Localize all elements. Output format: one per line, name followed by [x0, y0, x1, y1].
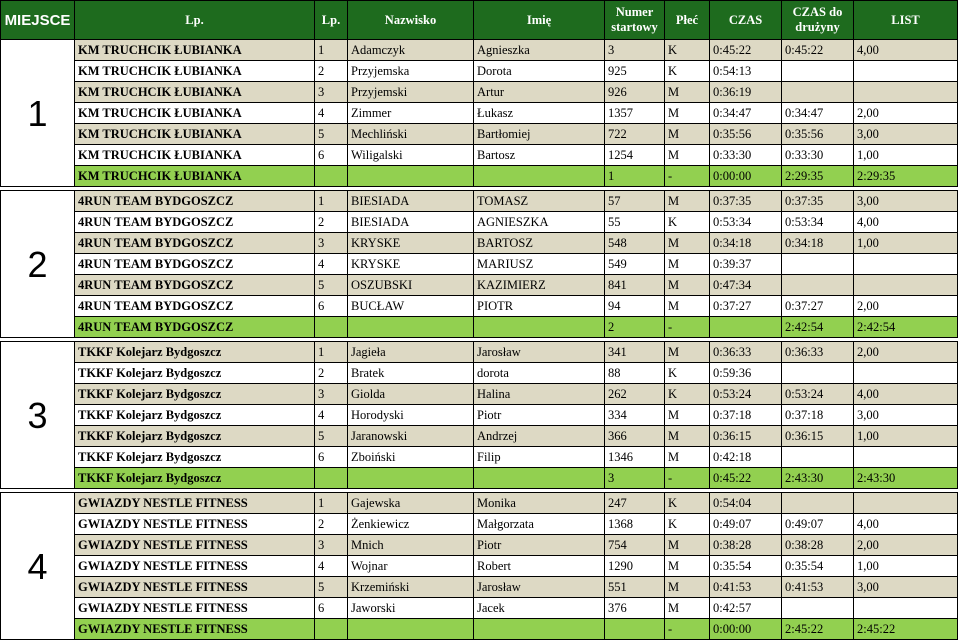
plec-cell: M	[665, 296, 710, 317]
club-cell: GWIAZDY NESTLE FITNESS	[75, 577, 315, 598]
czas-cell: 0:36:19	[710, 82, 782, 103]
club-cell: 4RUN TEAM BYDGOSZCZ	[75, 212, 315, 233]
list-cell: 2,00	[854, 342, 958, 363]
list-cell: 1,00	[854, 145, 958, 166]
summary-empty-cell	[348, 619, 474, 640]
table-row	[1, 254, 958, 275]
club-cell: GWIAZDY NESTLE FITNESS	[75, 535, 315, 556]
summary-empty-cell	[348, 468, 474, 489]
list-cell	[854, 275, 958, 296]
summary-czas-druzyny-cell: 2:43:30	[782, 468, 854, 489]
plec-cell: M	[665, 447, 710, 468]
club-cell: TKKF Kolejarz Bydgoszcz	[75, 426, 315, 447]
club-cell: KM TRUCHCIK ŁUBIANKA	[75, 124, 315, 145]
imie-cell: Robert	[474, 556, 605, 577]
table-row	[1, 145, 958, 166]
header-row	[1, 1, 958, 40]
place-cell: 2	[1, 191, 75, 338]
czas-cell: 0:36:33	[710, 342, 782, 363]
imie-cell: KAZIMIERZ	[474, 275, 605, 296]
nazwisko-cell: BIESIADA	[348, 191, 474, 212]
lp-cell: 5	[315, 577, 348, 598]
summary-czas-druzyny-cell: 2:29:35	[782, 166, 854, 187]
lp-cell: 5	[315, 124, 348, 145]
plec-cell: M	[665, 82, 710, 103]
czas-cell: 0:47:34	[710, 275, 782, 296]
numer-cell: 3	[605, 40, 665, 61]
club-cell: GWIAZDY NESTLE FITNESS	[75, 493, 315, 514]
imie-cell: Halina	[474, 384, 605, 405]
nazwisko-cell: BUCŁAW	[348, 296, 474, 317]
czas-cell: 0:49:07	[710, 514, 782, 535]
plec-cell: K	[665, 40, 710, 61]
plec-cell: M	[665, 405, 710, 426]
plec-cell: K	[665, 514, 710, 535]
table-row	[1, 61, 958, 82]
nazwisko-cell: OSZUBSKI	[348, 275, 474, 296]
club-cell: 4RUN TEAM BYDGOSZCZ	[75, 191, 315, 212]
czas-druzyny-cell	[782, 493, 854, 514]
czas-druzyny-cell: 0:33:30	[782, 145, 854, 166]
summary-list-cell: 2:42:54	[854, 317, 958, 338]
table-row	[1, 40, 958, 61]
imie-cell: Bartosz	[474, 145, 605, 166]
czas-cell: 0:36:15	[710, 426, 782, 447]
lp-cell: 1	[315, 493, 348, 514]
nazwisko-cell: KRYSKE	[348, 233, 474, 254]
nazwisko-cell: Gajewska	[348, 493, 474, 514]
lp-cell: 2	[315, 212, 348, 233]
nazwisko-cell: Giolda	[348, 384, 474, 405]
lp-cell: 2	[315, 363, 348, 384]
czas-cell: 0:39:37	[710, 254, 782, 275]
table-row	[1, 342, 958, 363]
czas-cell: 0:35:54	[710, 556, 782, 577]
nazwisko-cell: Horodyski	[348, 405, 474, 426]
lp-cell: 6	[315, 296, 348, 317]
table-row	[1, 275, 958, 296]
nazwisko-cell: Wojnar	[348, 556, 474, 577]
list-cell: 2,00	[854, 296, 958, 317]
czas-cell: 0:42:18	[710, 447, 782, 468]
czas-druzyny-cell	[782, 598, 854, 619]
czas-cell: 0:41:53	[710, 577, 782, 598]
table-row	[1, 598, 958, 619]
table-row	[1, 426, 958, 447]
club-cell: 4RUN TEAM BYDGOSZCZ	[75, 233, 315, 254]
list-cell: 3,00	[854, 577, 958, 598]
numer-cell: 55	[605, 212, 665, 233]
numer-cell: 754	[605, 535, 665, 556]
summary-club-cell: GWIAZDY NESTLE FITNESS	[75, 619, 315, 640]
club-cell: 4RUN TEAM BYDGOSZCZ	[75, 296, 315, 317]
table-row	[1, 103, 958, 124]
header-czas-druzyny: CZAS do drużyny	[782, 1, 854, 40]
numer-cell: 57	[605, 191, 665, 212]
table-row	[1, 556, 958, 577]
lp-cell: 6	[315, 447, 348, 468]
numer-cell: 366	[605, 426, 665, 447]
list-cell: 4,00	[854, 40, 958, 61]
table-row	[1, 577, 958, 598]
numer-cell: 1357	[605, 103, 665, 124]
plec-cell: M	[665, 275, 710, 296]
header-lp-2: Lp.	[315, 1, 348, 40]
czas-cell: 0:45:22	[710, 40, 782, 61]
table-row	[1, 535, 958, 556]
plec-cell: M	[665, 254, 710, 275]
czas-druzyny-cell: 0:35:54	[782, 556, 854, 577]
czas-cell: 0:42:57	[710, 598, 782, 619]
czas-druzyny-cell: 0:37:35	[782, 191, 854, 212]
table-row	[1, 212, 958, 233]
list-cell: 1,00	[854, 556, 958, 577]
plec-cell: M	[665, 233, 710, 254]
plec-cell: M	[665, 103, 710, 124]
numer-cell: 925	[605, 61, 665, 82]
czas-druzyny-cell: 0:38:28	[782, 535, 854, 556]
team-summary-row	[1, 619, 958, 640]
list-cell	[854, 598, 958, 619]
plec-cell: M	[665, 145, 710, 166]
club-cell: KM TRUCHCIK ŁUBIANKA	[75, 61, 315, 82]
club-cell: TKKF Kolejarz Bydgoszcz	[75, 405, 315, 426]
header-plec: Płeć	[665, 1, 710, 40]
imie-cell: Łukasz	[474, 103, 605, 124]
lp-cell: 1	[315, 191, 348, 212]
place-cell: 1	[1, 40, 75, 187]
list-cell	[854, 254, 958, 275]
nazwisko-cell: Żenkiewicz	[348, 514, 474, 535]
summary-list-cell: 2:29:35	[854, 166, 958, 187]
summary-plec-cell: -	[665, 468, 710, 489]
club-cell: KM TRUCHCIK ŁUBIANKA	[75, 40, 315, 61]
nazwisko-cell: Jaranowski	[348, 426, 474, 447]
team-summary-row	[1, 166, 958, 187]
table-row	[1, 191, 958, 212]
plec-cell: K	[665, 384, 710, 405]
header-miejsce: MIEJSCE	[1, 1, 75, 40]
numer-cell: 926	[605, 82, 665, 103]
header-nazwisko: Nazwisko	[348, 1, 474, 40]
lp-cell: 5	[315, 275, 348, 296]
czas-druzyny-cell: 0:34:18	[782, 233, 854, 254]
nazwisko-cell: Przyjemski	[348, 82, 474, 103]
list-cell: 3,00	[854, 191, 958, 212]
lp-cell: 6	[315, 598, 348, 619]
numer-cell: 1254	[605, 145, 665, 166]
czas-cell: 0:37:27	[710, 296, 782, 317]
header-list: LIST	[854, 1, 958, 40]
numer-cell: 334	[605, 405, 665, 426]
numer-cell: 722	[605, 124, 665, 145]
summary-plec-cell: -	[665, 317, 710, 338]
czas-druzyny-cell: 0:37:18	[782, 405, 854, 426]
lp-cell: 1	[315, 342, 348, 363]
summary-plec-cell: -	[665, 619, 710, 640]
imie-cell: Artur	[474, 82, 605, 103]
plec-cell: K	[665, 493, 710, 514]
numer-cell: 1346	[605, 447, 665, 468]
nazwisko-cell: Jaworski	[348, 598, 474, 619]
summary-numer-cell: 2	[605, 317, 665, 338]
list-cell	[854, 363, 958, 384]
nazwisko-cell: BIESIADA	[348, 212, 474, 233]
imie-cell: Bartłomiej	[474, 124, 605, 145]
czas-druzyny-cell: 0:36:33	[782, 342, 854, 363]
lp-cell: 5	[315, 426, 348, 447]
imie-cell: BARTOSZ	[474, 233, 605, 254]
imie-cell: TOMASZ	[474, 191, 605, 212]
list-cell: 3,00	[854, 405, 958, 426]
table-row	[1, 82, 958, 103]
lp-cell: 3	[315, 384, 348, 405]
summary-club-cell: TKKF Kolejarz Bydgoszcz	[75, 468, 315, 489]
czas-druzyny-cell: 0:45:22	[782, 40, 854, 61]
list-cell	[854, 61, 958, 82]
czas-druzyny-cell	[782, 275, 854, 296]
summary-empty-cell	[315, 619, 348, 640]
summary-club-cell: 4RUN TEAM BYDGOSZCZ	[75, 317, 315, 338]
imie-cell: Jarosław	[474, 577, 605, 598]
plec-cell: M	[665, 191, 710, 212]
czas-cell: 0:35:56	[710, 124, 782, 145]
summary-numer-cell	[605, 619, 665, 640]
list-cell: 2,00	[854, 103, 958, 124]
table-row	[1, 363, 958, 384]
lp-cell: 3	[315, 82, 348, 103]
czas-cell: 0:59:36	[710, 363, 782, 384]
czas-cell: 0:34:18	[710, 233, 782, 254]
summary-czas-cell: 0:00:00	[710, 619, 782, 640]
lp-cell: 1	[315, 40, 348, 61]
imie-cell: MARIUSZ	[474, 254, 605, 275]
summary-plec-cell: -	[665, 166, 710, 187]
imie-cell: Jarosław	[474, 342, 605, 363]
summary-empty-cell	[315, 166, 348, 187]
czas-druzyny-cell	[782, 447, 854, 468]
lp-cell: 4	[315, 405, 348, 426]
header-numer: Numer startowy	[605, 1, 665, 40]
numer-cell: 1290	[605, 556, 665, 577]
plec-cell: M	[665, 577, 710, 598]
czas-druzyny-cell	[782, 61, 854, 82]
place-cell: 3	[1, 342, 75, 489]
lp-cell: 2	[315, 61, 348, 82]
czas-cell: 0:38:28	[710, 535, 782, 556]
table-row	[1, 405, 958, 426]
table-row	[1, 514, 958, 535]
lp-cell: 2	[315, 514, 348, 535]
imie-cell: Monika	[474, 493, 605, 514]
czas-druzyny-cell: 0:36:15	[782, 426, 854, 447]
czas-cell: 0:53:24	[710, 384, 782, 405]
numer-cell: 551	[605, 577, 665, 598]
club-cell: GWIAZDY NESTLE FITNESS	[75, 598, 315, 619]
czas-druzyny-cell: 0:37:27	[782, 296, 854, 317]
czas-druzyny-cell	[782, 82, 854, 103]
list-cell: 4,00	[854, 212, 958, 233]
nazwisko-cell: Wiligalski	[348, 145, 474, 166]
imie-cell: Filip	[474, 447, 605, 468]
lp-cell: 6	[315, 145, 348, 166]
summary-czas-cell: 0:00:00	[710, 166, 782, 187]
nazwisko-cell: Adamczyk	[348, 40, 474, 61]
club-cell: TKKF Kolejarz Bydgoszcz	[75, 342, 315, 363]
nazwisko-cell: Bratek	[348, 363, 474, 384]
nazwisko-cell: Zimmer	[348, 103, 474, 124]
imie-cell: Piotr	[474, 405, 605, 426]
numer-cell: 841	[605, 275, 665, 296]
numer-cell: 549	[605, 254, 665, 275]
numer-cell: 1368	[605, 514, 665, 535]
nazwisko-cell: Zboiński	[348, 447, 474, 468]
list-cell: 1,00	[854, 426, 958, 447]
czas-cell: 0:54:13	[710, 61, 782, 82]
czas-druzyny-cell: 0:53:34	[782, 212, 854, 233]
lp-cell: 3	[315, 535, 348, 556]
summary-empty-cell	[315, 317, 348, 338]
nazwisko-cell: Krzemiński	[348, 577, 474, 598]
imie-cell: Piotr	[474, 535, 605, 556]
summary-empty-cell	[348, 166, 474, 187]
club-cell: 4RUN TEAM BYDGOSZCZ	[75, 275, 315, 296]
plec-cell: K	[665, 212, 710, 233]
list-cell: 1,00	[854, 233, 958, 254]
czas-druzyny-cell: 0:35:56	[782, 124, 854, 145]
club-cell: GWIAZDY NESTLE FITNESS	[75, 514, 315, 535]
imie-cell: dorota	[474, 363, 605, 384]
numer-cell: 341	[605, 342, 665, 363]
summary-list-cell: 2:45:22	[854, 619, 958, 640]
lp-cell: 4	[315, 254, 348, 275]
summary-list-cell: 2:43:30	[854, 468, 958, 489]
imie-cell: PIOTR	[474, 296, 605, 317]
team-summary-row	[1, 317, 958, 338]
imie-cell: AGNIESZKA	[474, 212, 605, 233]
numer-cell: 262	[605, 384, 665, 405]
numer-cell: 548	[605, 233, 665, 254]
plec-cell: M	[665, 535, 710, 556]
table-row	[1, 384, 958, 405]
summary-club-cell: KM TRUCHCIK ŁUBIANKA	[75, 166, 315, 187]
header-imie: Imię	[474, 1, 605, 40]
numer-cell: 376	[605, 598, 665, 619]
list-cell	[854, 493, 958, 514]
czas-druzyny-cell	[782, 363, 854, 384]
nazwisko-cell: Mnich	[348, 535, 474, 556]
club-cell: 4RUN TEAM BYDGOSZCZ	[75, 254, 315, 275]
club-cell: KM TRUCHCIK ŁUBIANKA	[75, 103, 315, 124]
imie-cell: Małgorzata	[474, 514, 605, 535]
club-cell: TKKF Kolejarz Bydgoszcz	[75, 384, 315, 405]
plec-cell: M	[665, 556, 710, 577]
czas-druzyny-cell	[782, 254, 854, 275]
table-row	[1, 493, 958, 514]
list-cell	[854, 447, 958, 468]
results-body	[1, 40, 958, 640]
czas-druzyny-cell: 0:41:53	[782, 577, 854, 598]
table-row	[1, 233, 958, 254]
club-cell: TKKF Kolejarz Bydgoszcz	[75, 447, 315, 468]
summary-numer-cell: 1	[605, 166, 665, 187]
lp-cell: 4	[315, 556, 348, 577]
imie-cell: Andrzej	[474, 426, 605, 447]
summary-czas-druzyny-cell: 2:45:22	[782, 619, 854, 640]
list-cell: 3,00	[854, 124, 958, 145]
plec-cell: M	[665, 598, 710, 619]
summary-czas-cell: 0:45:22	[710, 468, 782, 489]
plec-cell: K	[665, 363, 710, 384]
header-czas: CZAS	[710, 1, 782, 40]
list-cell: 2,00	[854, 535, 958, 556]
czas-cell: 0:37:18	[710, 405, 782, 426]
summary-czas-druzyny-cell: 2:42:54	[782, 317, 854, 338]
imie-cell: Agnieszka	[474, 40, 605, 61]
list-cell: 4,00	[854, 514, 958, 535]
czas-druzyny-cell: 0:53:24	[782, 384, 854, 405]
plec-cell: K	[665, 61, 710, 82]
numer-cell: 94	[605, 296, 665, 317]
nazwisko-cell: Mechliński	[348, 124, 474, 145]
czas-druzyny-cell: 0:34:47	[782, 103, 854, 124]
club-cell: GWIAZDY NESTLE FITNESS	[75, 556, 315, 577]
club-cell: KM TRUCHCIK ŁUBIANKA	[75, 145, 315, 166]
summary-numer-cell: 3	[605, 468, 665, 489]
lp-cell: 3	[315, 233, 348, 254]
header-lp: Lp.	[75, 1, 315, 40]
list-cell	[854, 82, 958, 103]
place-cell: 4	[1, 493, 75, 640]
plec-cell: M	[665, 342, 710, 363]
team-summary-row	[1, 468, 958, 489]
table-row	[1, 447, 958, 468]
imie-cell: Jacek	[474, 598, 605, 619]
summary-czas-cell	[710, 317, 782, 338]
table-row	[1, 296, 958, 317]
summary-empty-cell	[315, 468, 348, 489]
nazwisko-cell: Przyjemska	[348, 61, 474, 82]
summary-empty-cell	[348, 317, 474, 338]
numer-cell: 88	[605, 363, 665, 384]
table-row	[1, 124, 958, 145]
summary-empty-cell	[474, 166, 605, 187]
nazwisko-cell: Jagieła	[348, 342, 474, 363]
lp-cell: 4	[315, 103, 348, 124]
czas-cell: 0:34:47	[710, 103, 782, 124]
summary-empty-cell	[474, 317, 605, 338]
czas-cell: 0:53:34	[710, 212, 782, 233]
czas-cell: 0:37:35	[710, 191, 782, 212]
club-cell: KM TRUCHCIK ŁUBIANKA	[75, 82, 315, 103]
czas-cell: 0:54:04	[710, 493, 782, 514]
summary-empty-cell	[474, 468, 605, 489]
list-cell: 4,00	[854, 384, 958, 405]
summary-empty-cell	[474, 619, 605, 640]
club-cell: TKKF Kolejarz Bydgoszcz	[75, 363, 315, 384]
czas-cell: 0:33:30	[710, 145, 782, 166]
plec-cell: M	[665, 426, 710, 447]
imie-cell: Dorota	[474, 61, 605, 82]
nazwisko-cell: KRYSKE	[348, 254, 474, 275]
plec-cell: M	[665, 124, 710, 145]
numer-cell: 247	[605, 493, 665, 514]
czas-druzyny-cell: 0:49:07	[782, 514, 854, 535]
